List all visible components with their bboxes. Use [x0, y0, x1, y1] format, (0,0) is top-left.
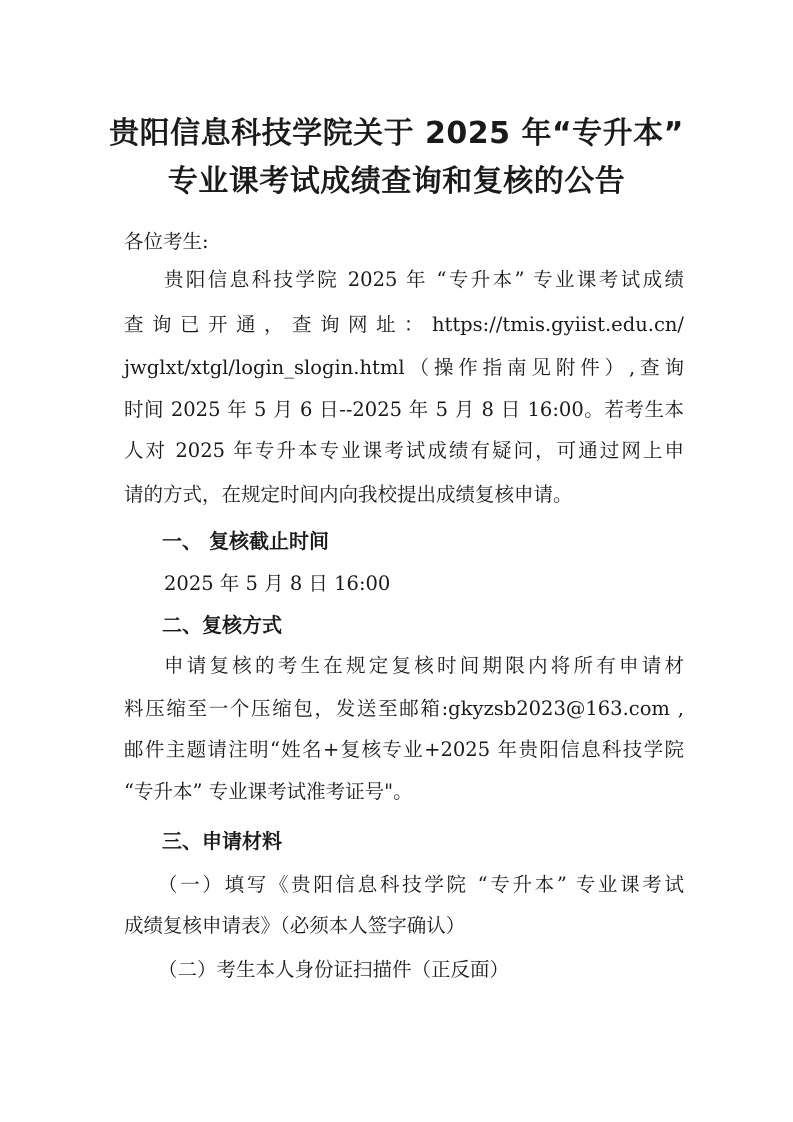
intro-line-3: jwglxt/xtgl/login_slogin.html（操作指南见附件）,查询 [124, 356, 684, 379]
section-1-heading: 一、 复核截止时间 [162, 529, 329, 553]
section-2-line-1: 申请复核的考生在规定复核时间期限内将所有申请材 [164, 654, 684, 677]
document-title-line-2: 专业课考试成绩查询和复核的公告 [167, 164, 626, 199]
section-2-line-4: “专升本” 专业课考试准考证号"。 [124, 780, 413, 803]
intro-line-1: 贵阳信息科技学院 2025 年 “专升本” 专业课考试成绩 [164, 268, 684, 291]
intro-line-2: 查询已开通，查询网址：https://tmis.gyiist.edu.cn/ [124, 313, 684, 336]
section-3-item-1-line-1: （一）填写《贵阳信息科技学院 “专升本” 专业课考试 [158, 873, 684, 896]
section-2-heading: 二、复核方式 [162, 613, 282, 637]
intro-line-5: 人对 2025 年专升本专业课考试成绩有疑问，可通过网上申 [124, 439, 684, 462]
intro-line-4: 时间 2025 年 5 月 6 日--2025 年 5 月 8 日 16:00。若考生本 [124, 398, 684, 421]
section-2-line-3: 邮件主题请注明“姓名+复核专业+2025 年贵阳信息科技学院 [124, 738, 684, 761]
document-title-line-1: 贵阳信息科技学院关于 2025 年“专升本” [109, 116, 684, 151]
salutation: 各位考生: [124, 230, 209, 253]
section-3-item-2: （二）考生本人身份证扫描件（正反面） [158, 958, 510, 981]
section-1-body: 2025 年 5 月 8 日 16:00 [164, 572, 391, 595]
section-3-item-1-line-2: 成绩复核申请表》（必须本人签字确认） [124, 914, 466, 937]
section-2-line-2: 料压缩至一个压缩包，发送至邮箱:gkyzsb2023@163.com , [124, 697, 684, 720]
section-3-heading: 三、申请材料 [162, 829, 282, 853]
intro-line-6: 请的方式，在规定时间内向我校提出成绩复核申请。 [124, 483, 573, 506]
